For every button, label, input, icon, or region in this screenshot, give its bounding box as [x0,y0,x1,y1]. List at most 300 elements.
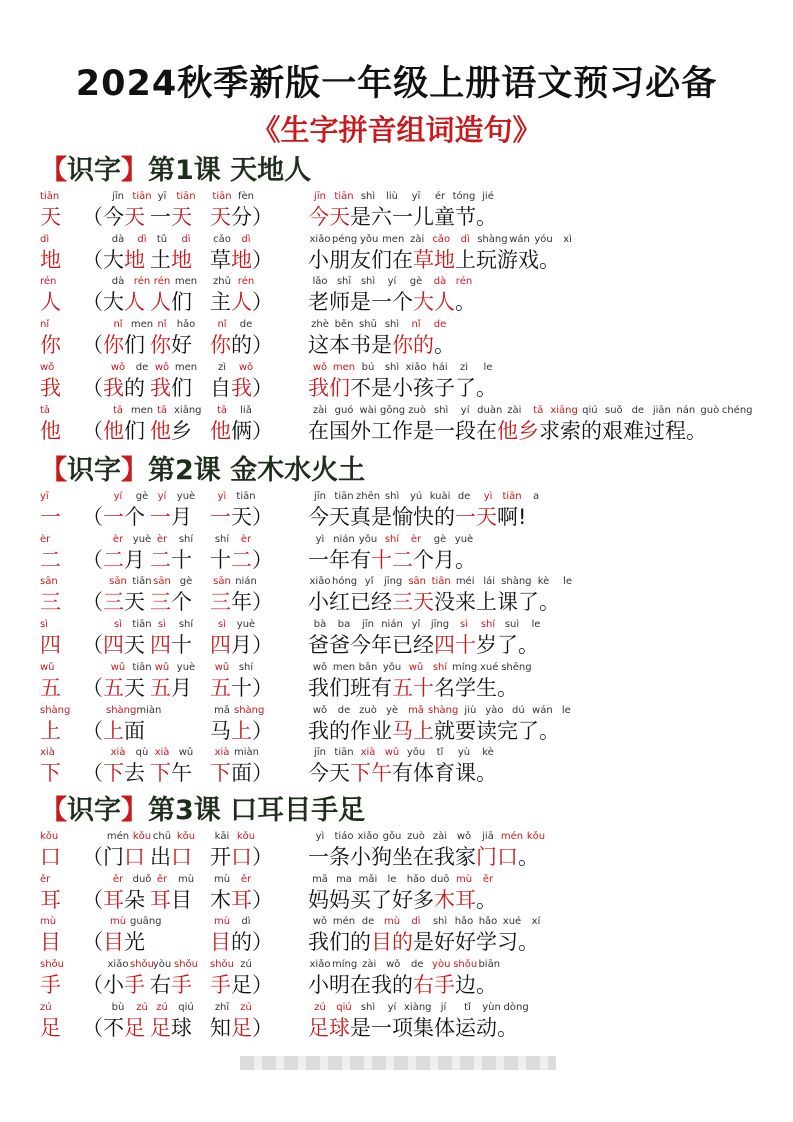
paren-open: （ [82,675,103,700]
pinyin: duō [430,873,450,885]
pinyin: yì [483,491,493,502]
hanzi: 一 [455,505,476,529]
hanzi: 木 [434,887,455,912]
pinyin: xiǎo [309,233,331,245]
paren-close: ） [252,418,273,443]
pinyin: bù [111,1001,125,1013]
hanzi: 十 [171,633,192,658]
hanzi: 集 [413,1015,434,1040]
pinyin: èr [40,533,51,545]
pinyin: men [332,661,356,673]
hanzi: 出 [150,845,171,869]
pinyin: bān [358,661,378,673]
pinyin: tiān [431,576,451,588]
pinyin: xué [480,661,499,673]
lesson-name: 第1课 天地人 [148,155,312,186]
hanzi-line [308,632,539,658]
hanzi: 今 [350,633,371,658]
hanzi: 童 [434,205,455,229]
pinyin: wǒ [312,661,328,673]
hanzi: 足 [231,973,252,998]
hanzi-line [82,718,145,744]
paren-close: ） [252,718,273,743]
hanzi: 他 [103,418,124,443]
pinyin: wǒ [40,361,55,373]
pinyin: tiān [212,191,232,202]
character-pinyin [40,404,60,418]
hanzi-line [308,929,539,955]
pinyin-line [210,318,258,332]
pinyin: jí [440,1001,447,1013]
hanzi: 的 [392,930,413,955]
pinyin: jīng [430,619,450,631]
hanzi: 友 [350,247,371,272]
pinyin: guāng [130,916,162,928]
hanzi: 上 [103,718,124,743]
hanzi-line [82,247,145,273]
hanzi: 午 [171,761,192,786]
hanzi: 多 [413,887,434,912]
hanzi: 是 [413,930,434,955]
pinyin: yǒu [382,661,402,673]
pinyin: jīng [384,576,403,588]
pinyin-line [210,575,258,589]
hanzi: 小 [103,973,124,998]
hanzi: 你 [392,333,413,358]
pinyin: tiān [334,491,354,502]
pinyin-line [150,575,198,589]
pinyin: cǎo [432,233,451,245]
hanzi-line [210,332,273,358]
pinyin: wǔ [408,661,424,673]
pinyin: tiáo [334,831,354,842]
paren-close: ） [252,887,273,912]
pinyin: wǔ [110,661,126,673]
pinyin: zuò [407,831,425,842]
hanzi-line [308,760,497,786]
pinyin: dì [40,233,50,245]
paren-close: ） [252,205,273,229]
character-row [0,233,793,273]
paren-open: （ [82,333,103,358]
pinyin: xià [154,747,170,759]
hanzi: 我 [150,375,171,400]
hanzi: 二 [231,547,252,572]
hanzi: 我 [371,973,392,998]
hanzi: 游 [497,247,518,272]
pinyin: péng [332,233,358,245]
hanzi: 坐 [392,845,413,869]
hanzi: 过 [644,418,665,443]
hanzi: 一 [150,505,171,529]
hanzi: 的 [329,718,350,743]
pinyin: kè [537,576,550,588]
pinyin-line [150,873,198,887]
hanzi: 的 [124,375,145,400]
hanzi: 有 [371,675,392,700]
hanzi: 们 [329,675,350,700]
pinyin-line [82,404,154,418]
hanzi-line [82,375,145,401]
hanzi: 在 [308,418,329,443]
hanzi: 天 [124,205,145,229]
pinyin: de [135,361,149,373]
character-pinyin [40,958,64,972]
hanzi: 十 [413,675,434,700]
pinyin: yī [157,191,167,202]
pinyin-line [308,318,476,332]
pinyin: bà [313,619,327,631]
pinyin: shēng [501,661,532,673]
pinyin-line [308,404,777,418]
hanzi: 球 [329,1015,350,1040]
hanzi: 大 [413,290,434,315]
pinyin: hǎo [176,319,196,331]
pinyin: rén [133,276,151,288]
character-pinyin [40,575,60,589]
pinyin: jīn [314,491,326,502]
pinyin: sì [218,619,226,631]
character-row [0,958,793,998]
pinyin: tǔ [156,233,168,245]
pinyin: shǒu [40,959,65,971]
hanzi: 我 [308,375,329,400]
hanzi-line [82,418,145,444]
hanzi: 难 [623,418,644,443]
hanzi: 天 [124,633,145,658]
pinyin: shàng [501,576,532,588]
hanzi: 月 [124,547,145,572]
pinyin: guó [334,404,354,416]
hanzi: 天 [124,675,145,700]
pinyin: wài [359,404,377,416]
hanzi: 的 [434,505,455,529]
paren-open: （ [82,633,103,658]
pinyin: shí [480,619,496,631]
pinyin: de [457,491,471,502]
hanzi: 。 [497,1015,518,1040]
pinyin: nián [333,533,355,545]
hanzi: 生 [476,675,497,700]
hanzi: 工 [371,418,392,443]
hanzi: 小 [308,247,329,272]
hanzi: 。 [476,761,497,786]
pinyin: yòu [152,959,172,971]
pinyin: kǒu [526,831,546,842]
hanzi: 书 [350,333,371,358]
paren-open: （ [82,845,103,869]
pinyin: cǎo [213,233,231,245]
pinyin: nǐ [113,319,123,331]
pinyin: dà [111,233,125,245]
blurred-footer-watermark [240,1056,556,1070]
pinyin: shī [336,276,352,288]
pinyin: yǐ [364,576,374,588]
hanzi: 口 [497,845,518,869]
hanzi: 面 [231,761,252,786]
pinyin-line [150,830,198,844]
character-hanzi: 你 [40,333,61,358]
pinyin: de [337,704,351,716]
hanzi-line [308,844,539,870]
character-pinyin [40,830,60,844]
pinyin: de [410,959,424,971]
hanzi: 月 [231,633,252,658]
pinyin: qù [135,747,149,759]
pinyin: yí [113,491,123,502]
hanzi: 是 [371,505,392,529]
hanzi: 不 [103,1015,124,1040]
paren-close: ） [252,375,273,400]
pinyin: wǒ [456,831,472,842]
hanzi: 作 [392,418,413,443]
pinyin: èr [156,533,168,545]
hanzi: 索 [560,418,581,443]
pinyin: shì [360,1001,376,1013]
hanzi: 地 [124,247,145,272]
hanzi: 月 [171,505,192,529]
pinyin: nián [235,576,257,588]
hanzi: 一 [434,418,455,443]
pinyin: zú [240,1001,252,1013]
pinyin-line [150,275,198,289]
character-row [0,533,793,573]
paren-open: （ [82,205,103,229]
hanzi-line [210,589,273,615]
paren-close: ） [252,333,273,358]
pinyin: tā [40,404,51,416]
pinyin-line [308,958,525,972]
hanzi: 节 [455,205,476,229]
pinyin: yuè [236,619,256,631]
hanzi: 读 [476,718,497,743]
pinyin: miàn [136,704,162,716]
pinyin: tiān [40,191,60,202]
pinyin: dì [241,916,251,928]
character-row [0,190,793,230]
pinyin-line [82,490,154,504]
hanzi: 口 [171,845,192,869]
pinyin-line [150,490,198,504]
hanzi: 门 [476,845,497,869]
hanzi-line [308,289,476,315]
pinyin: yǐ [411,619,421,631]
pinyin: yè [385,704,399,716]
pinyin: yuè [176,661,196,673]
pinyin: ěr [240,873,252,885]
pinyin: tiān [132,191,152,202]
hanzi: 。 [455,290,476,315]
pinyin: dú [512,704,525,716]
hanzi-line [210,375,273,401]
hanzi-line [210,929,273,955]
hanzi: 耳 [103,887,124,912]
pinyin: tǐ [464,1001,471,1013]
hanzi: ! [518,505,527,529]
hanzi: 月 [171,675,192,700]
pinyin-line [210,661,258,675]
pinyin: jīn [362,619,374,631]
hanzi: 手 [434,973,455,998]
hanzi: 段 [455,418,476,443]
hanzi: 三 [392,590,413,615]
character-pinyin [40,661,60,675]
hanzi-line [82,332,145,358]
pinyin-line [82,661,154,675]
hanzi-line [308,204,497,230]
pinyin: yóu [534,233,553,245]
pinyin: dà [111,276,125,288]
character-hanzi: 下 [40,761,61,786]
hanzi-line [82,632,145,658]
pinyin: xiǎo [357,831,379,842]
hanzi: 了 [518,718,539,743]
paren-open: （ [82,247,103,272]
hanzi-line [82,887,145,913]
hanzi: 爸 [308,633,329,658]
hanzi: 人 [231,290,252,315]
hanzi: 。 [497,675,518,700]
pinyin: ěr [156,873,168,885]
hanzi: 口 [124,845,145,869]
pinyin: shí [214,533,230,545]
hanzi: 你 [150,333,171,358]
hanzi: 快 [413,505,434,529]
hanzi: 我 [434,845,455,869]
pinyin: suǒ [604,404,623,416]
hanzi: 好 [392,887,413,912]
hanzi: 有 [392,761,413,786]
hanzi-line [82,844,145,870]
hanzi: 师 [329,290,350,315]
paren-close: ） [252,590,273,615]
pinyin: yǒu [360,233,379,245]
pinyin: jīn [314,191,326,202]
pinyin: de [631,404,645,416]
character-hanzi: 我 [40,375,61,400]
hanzi: 在 [476,418,497,443]
hanzi: 。 [434,333,455,358]
pinyin: zài [312,404,328,416]
paren-open: （ [82,547,103,572]
pinyin: wǒ [312,361,328,373]
pinyin: tiān [132,576,152,588]
pinyin-line [150,318,198,332]
hanzi: 天 [171,205,192,229]
pinyin: a [533,491,540,502]
hanzi-line [308,1015,518,1041]
character-hanzi: 二 [40,547,61,572]
pinyin: qiú [582,404,598,416]
pinyin: nán [676,404,696,416]
hanzi: 目 [371,930,392,955]
pinyin-line [210,1001,258,1015]
pinyin: rén [40,276,57,288]
hanzi: 耳 [231,887,252,912]
hanzi: 面 [124,718,145,743]
hanzi: 业 [371,718,392,743]
character-hanzi: 人 [40,290,61,315]
pinyin: dì [241,233,251,245]
pinyin: sì [114,619,122,631]
pinyin: nǐ [40,319,50,331]
hanzi: 有 [350,547,371,572]
hanzi: 。 [476,887,497,912]
lesson-name: 第2课 金木水火土 [148,455,366,486]
hanzi: 他 [150,418,171,443]
pinyin-line [82,233,154,247]
hanzi: 们 [124,418,145,443]
pinyin-line [150,618,198,632]
pinyin: fèn [237,191,254,202]
pinyin: yù [457,747,471,759]
pinyin: kè [482,747,494,759]
hanzi: 。 [476,375,497,400]
pinyin: dà [433,276,447,288]
hanzi-line [150,887,192,913]
hanzi: 们 [329,930,350,955]
hanzi: 好 [434,930,455,955]
pinyin: èr [410,533,422,545]
character-row [0,1001,793,1041]
pinyin: hóng [332,576,358,588]
hanzi: 来 [455,590,476,615]
pinyin-line [210,746,259,760]
hanzi: 。 [518,930,539,955]
hanzi-line [82,504,145,530]
hanzi: 国 [329,418,350,443]
character-row [0,275,793,315]
pinyin-line [150,958,198,972]
pinyin-line [82,873,154,887]
pinyin: míng [332,959,358,971]
pinyin: rén [455,276,473,288]
hanzi-line [210,204,273,230]
pinyin: kǒu [132,831,152,842]
pinyin-line [308,915,572,929]
pinyin: le [563,576,572,588]
pinyin: sān [109,576,127,588]
character-hanzi: 口 [40,845,61,869]
pinyin: mù [109,916,127,928]
hanzi: 手 [171,973,192,998]
hanzi: 一 [392,205,413,229]
hanzi: 大 [103,247,124,272]
pinyin-line [308,746,524,760]
character-row [0,490,793,530]
hanzi: 他 [210,418,231,443]
pinyin: lái [483,576,495,588]
pinyin: shì [384,491,400,502]
pinyin: wǒ [238,361,254,373]
hanzi: 四 [210,633,231,658]
hanzi-line [150,589,192,615]
lesson-label: 识字 [67,455,121,486]
pinyin: kǒu [176,831,196,842]
hanzi-line [210,760,273,786]
hanzi-line [150,204,192,230]
pinyin: xià [110,747,126,759]
pinyin: shì [432,916,448,928]
pinyin-line [150,361,198,375]
hanzi: 三 [103,590,124,615]
hanzi: 一 [308,845,329,869]
pinyin: tiān [334,191,354,202]
lesson-heading [40,448,365,487]
character-row [0,661,793,701]
hanzi: 玩 [476,247,497,272]
hanzi-line [308,547,476,573]
